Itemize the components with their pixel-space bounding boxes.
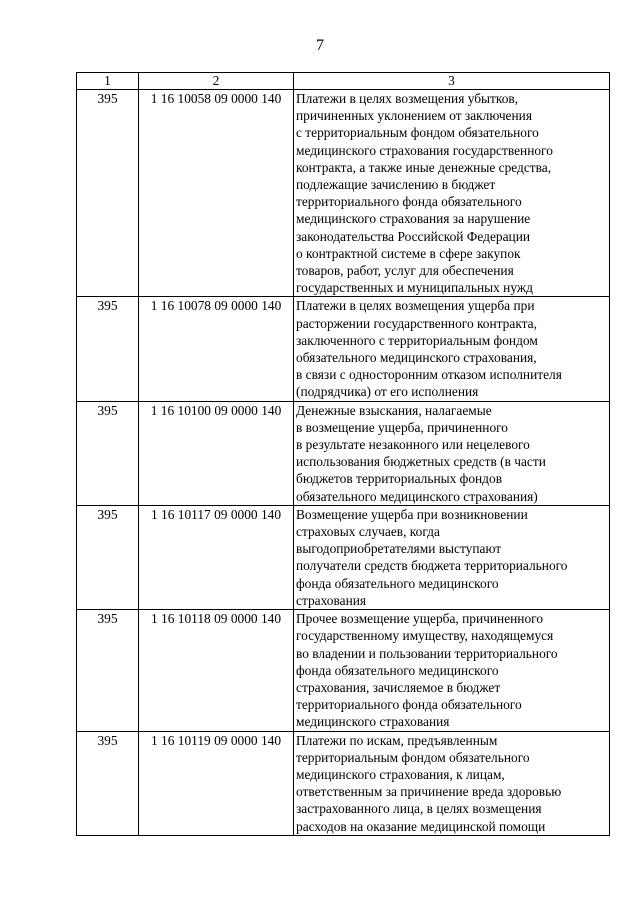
kbk-code-cell: 1 16 10078 09 0000 140 (139, 297, 294, 401)
kbk-code-cell: 1 16 10058 09 0000 140 (139, 90, 294, 297)
admin-code-cell: 395 (77, 297, 139, 401)
admin-code-cell: 395 (77, 505, 139, 609)
header-row (77, 73, 610, 90)
column-header-1: 1 (77, 73, 139, 90)
admin-code-cell: 395 (77, 401, 139, 505)
revenue-codes-table (76, 72, 610, 836)
table-row (77, 505, 610, 609)
page-number: 7 (316, 37, 324, 54)
admin-code-cell: 395 (77, 610, 139, 731)
kbk-code-cell: 1 16 10119 09 0000 140 (139, 731, 294, 835)
description-cell: Прочее возмещение ущерба, причиненного государственному имуществу, находящемуся во владении и пользовании территориального фонда обязательного медицинского страхования, зачисляемое в бюджет территориального фонда обязательного медицинского страхования (294, 610, 610, 731)
table-row (77, 731, 610, 835)
column-header-2: 2 (139, 73, 294, 90)
description-cell: Платежи в целях возмещения ущерба при расторжении государственного контракта, заключенного с территориальным фондом обязательного медицинского страхования, в связи с односторонним отказом исполнителя (подрядчика) от его исполнения (294, 297, 610, 401)
description-cell: Платежи в целях возмещения убытков, причиненных уклонением от заключения с территориальным фондом обязательного медицинского страхования государственного контракта, а также иные денежные средства, подлежащие зачислению в бюджет территориального фонда обязательного медицинского страхования за нарушение законодательства Российской Федерации о контрактной системе в сфере закупок товаров, работ, услуг для обеспечения государственных и муниципальных нужд (294, 90, 610, 297)
kbk-code-cell: 1 16 10118 09 0000 140 (139, 610, 294, 731)
description-cell: Возмещение ущерба при возникновении страховых случаев, когда выгодоприобретателями выступают получатели средств бюджета территориального фонда обязательного медицинского страхования (294, 505, 610, 609)
column-header-3: 3 (294, 73, 610, 90)
table-row (77, 297, 610, 401)
table-row (77, 90, 610, 297)
table-row (77, 401, 610, 505)
description-cell: Платежи по искам, предъявленным территориальным фондом обязательного медицинского страхования, к лицам, ответственным за причинение вреда здоровью застрахованного лица, в целях возмещения расходов на оказание медицинской помощи (294, 731, 610, 835)
description-cell: Денежные взыскания, налагаемые в возмещение ущерба, причиненного в результате незаконного или нецелевого использования бюджетных средств (в части бюджетов территориальных фондов обязательного медицинского страхования) (294, 401, 610, 505)
admin-code-cell: 395 (77, 90, 139, 297)
kbk-code-cell: 1 16 10100 09 0000 140 (139, 401, 294, 505)
admin-code-cell: 395 (77, 731, 139, 835)
kbk-code-cell: 1 16 10117 09 0000 140 (139, 505, 294, 609)
table-row (77, 610, 610, 731)
